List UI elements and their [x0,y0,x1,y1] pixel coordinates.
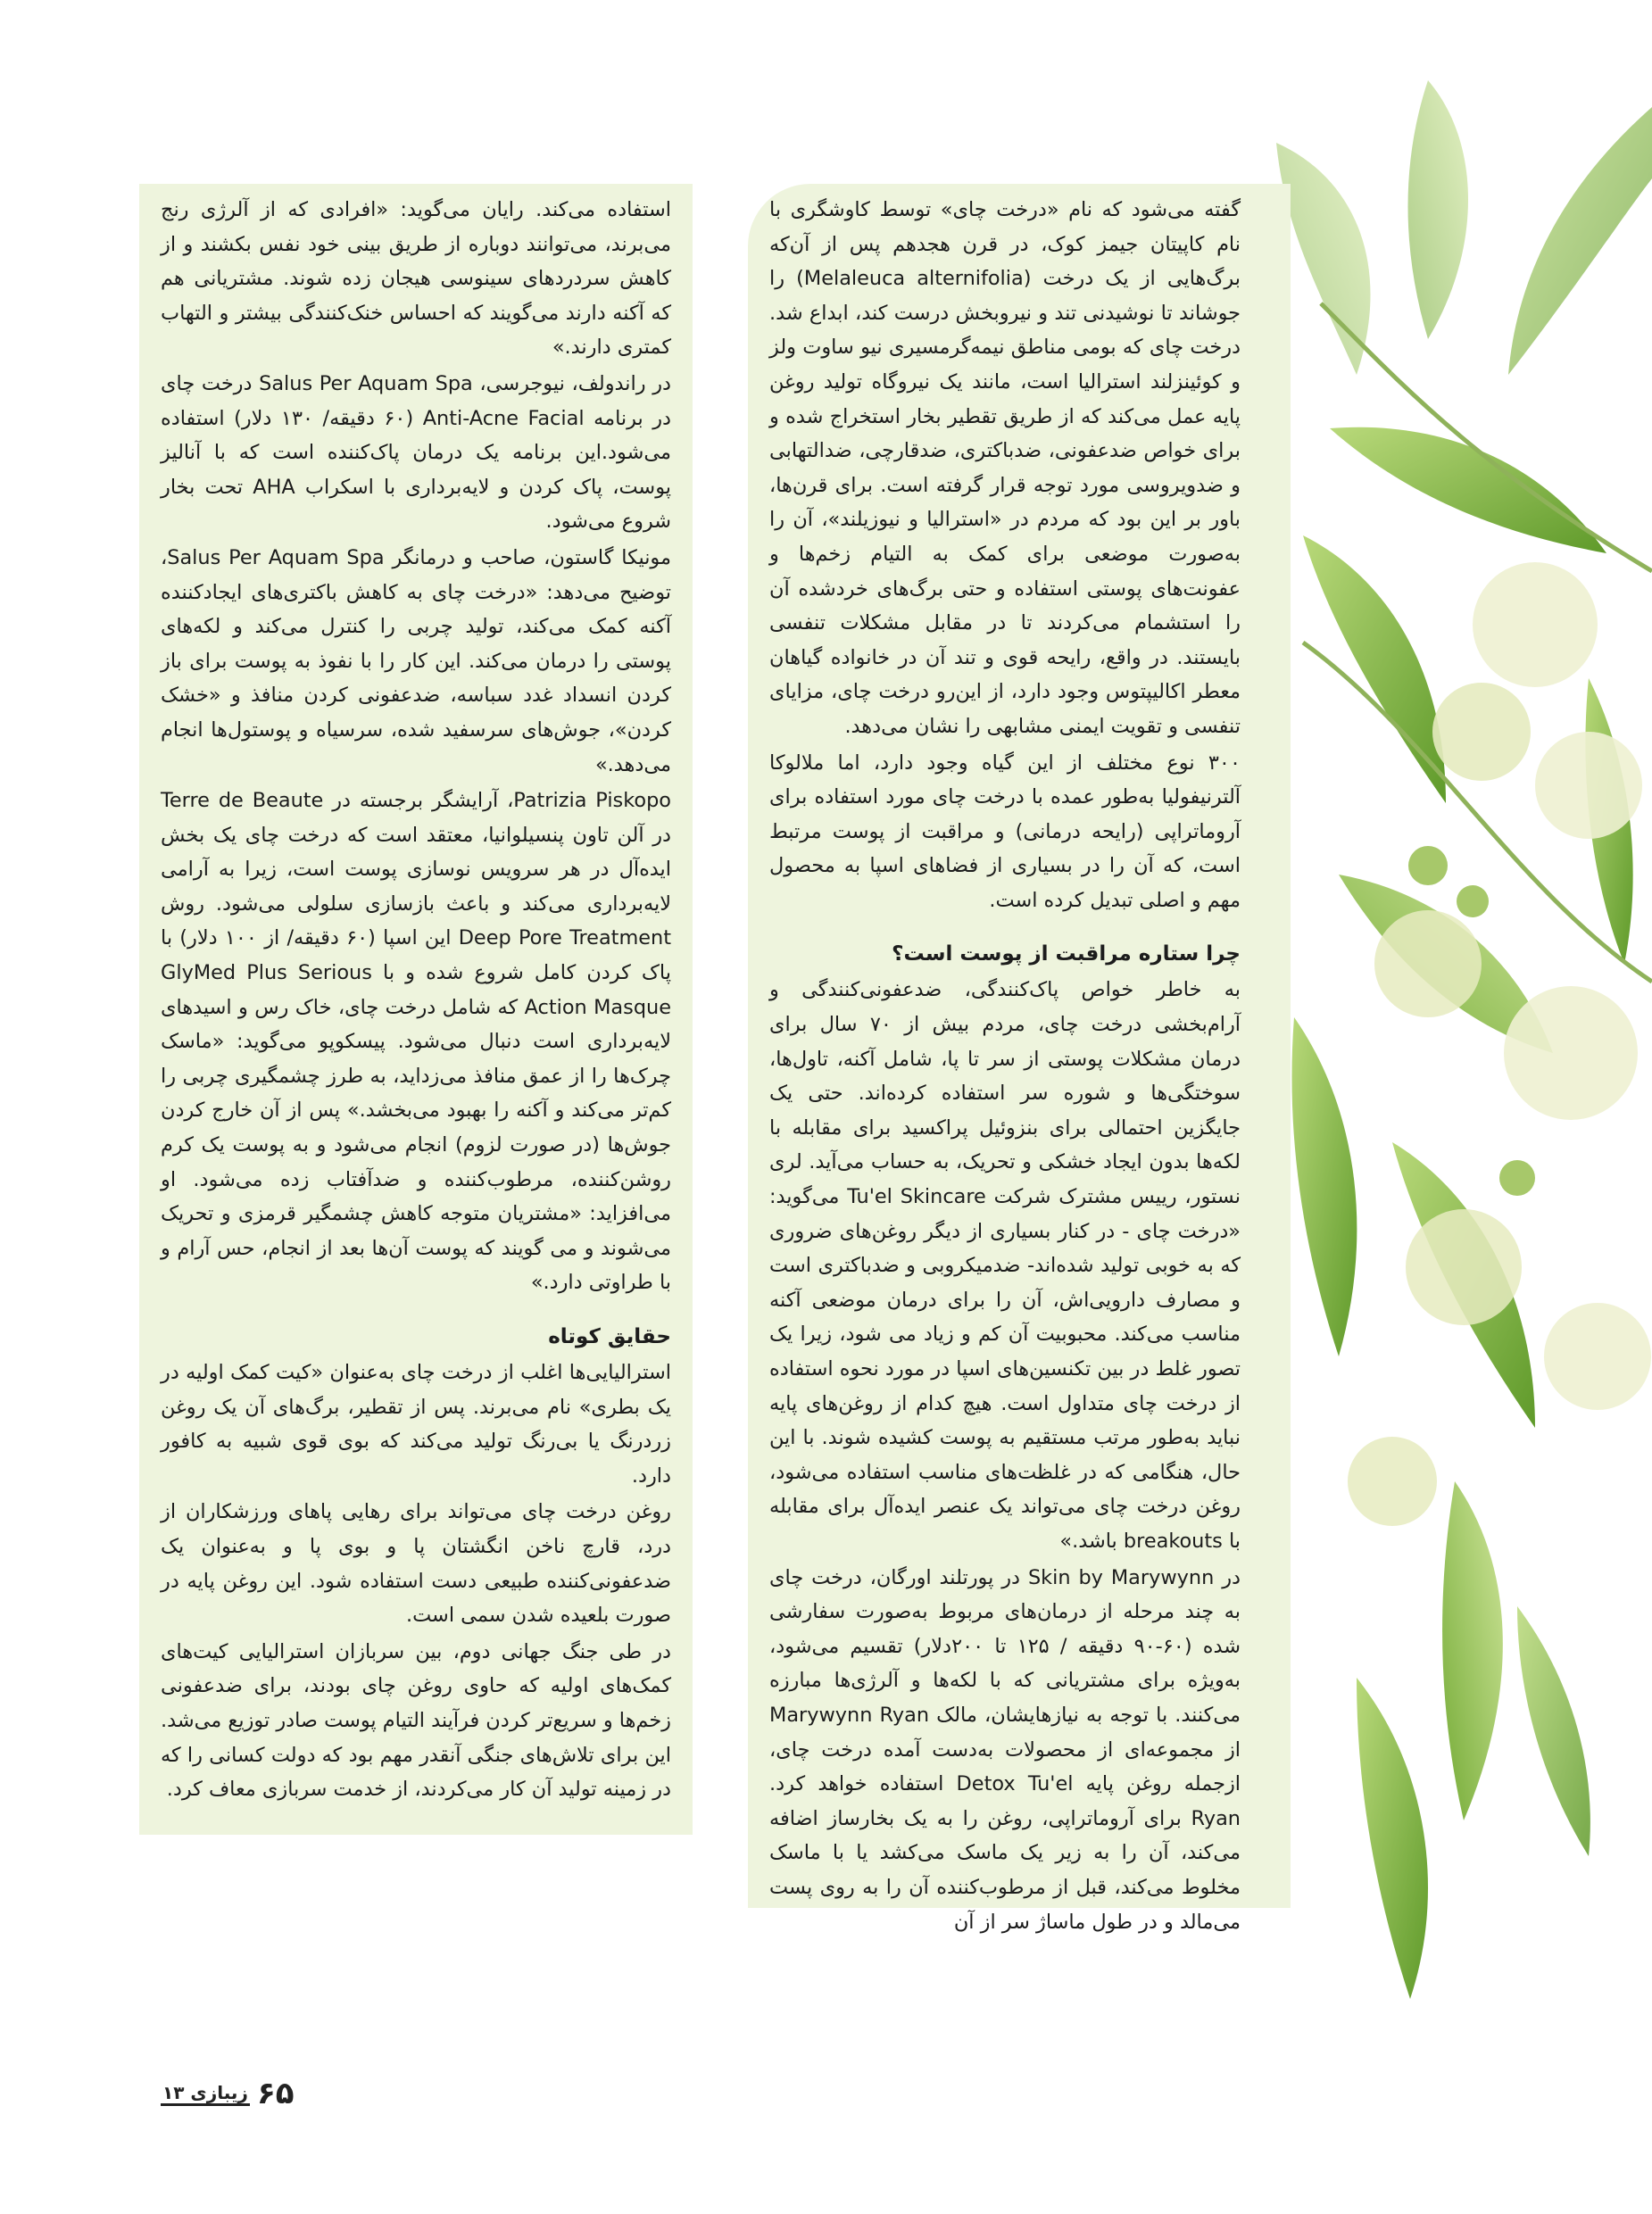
article-paragraph: به خاطر خواص پاک‌کنندگی، ضدعفونی‌کنندگی و آرام‌بخشی درخت چای، مردم بیش از ۷۰ سال برای درمان مشکلات پوستی از سر تا پا، شامل آکنه، تاول‌ها، سوختگی‌ها و شوره سر استفاده کرده‌اند. حتی یک جایگزین احتمالی برای بنزوئیل پراکسید برای مقابله با لکه‌ها بدون ایجاد خشکی و تحریک، به حساب می‌آید. لری نستور، رییس مشترک شرکت Tu'el Skincare می‌گوید: «درخت چای - در کنار بسیاری از دیگر روغن‌های ضروری که به خوبی تولید شده‌اند- ضدمیکروبی و ضدباکتری است و مصارف دارویی‌اش، آن را برای درمان موضعی آکنه مناسب می‌کند. محبوبیت آن کم و زیاد می شود، زیرا یک تصور غلط در بین تکنسین‌های اسپا در مورد نحوه استفاده از درخت چای متداول است. هیچ کدام از روغن‌های پایه نباید به‌طور مرتب مستقیم به پوست کشیده شوند. با این حال، هنگامی که در غلظت‌های مناسب استفاده می‌شود، روغن درخت چای می‌تواند یک عنصر ایده‌آل برای مقابله با breakouts باشد.» [769,978,1241,1553]
page-number: ۶۵ [256,2076,295,2111]
fact-paragraph: استرالیایی‌ها اغلب از درخت چای به‌عنوان «کیت کمک اولیه در یک بطری» نام می‌برند. پس از تقطیر، برگ‌های آن یک روغن زردرنگ یا بی‌رنگ تولید می‌کند که بوی قوی شبیه به کافور دارد. [161,1361,671,1488]
article-paragraph: Patrizia Piskopo، آرایشگر برجسته در Terre de Beaute در آلن تاون پنسیلوانیا، معتقد است که درخت چای یک بخش ایده‌آل در هر سرویس نوسازی پوست است، زیرا به آرامی لایه‌برداری می‌کند و باعث بازسازی سلولی می‌شود. روش Deep Pore Treatment این اسپا (۶۰ دقیقه/ از ۱۰۰ دلار) با پاک کردن کامل شروع شده و با GlyMed Plus Serious Action Masque که شامل درخت چای، خاک رس و اسیدهای لایه‌برداری است دنبال می‌شود. پیسکوپو می‌گوید: «ماسک چرک‌ها را از عمق منافذ می‌زداید، به طرز چشمگیری چربی را کم‌تر می‌کند و آکنه را بهبود می‌بخشد.» پس از آن خارج کردن جوش‌ها (در صورت لزوم) انجام می‌شود و به پوست یک کرم روشن‌کننده، مرطوب‌کننده و ضدآفتاب زده می‌شود. او می‌افزاید: «مشتریان متوجه کاهش چشمگیر قرمزی و تحریک می‌شوند و می گویند که پوست آن‌ها بعد از انجام، حس آرام و با طراوتی دارد.» [161,789,672,1295]
article-paragraph: مونیکا گاستون، صاحب و درمانگر Salus Per Aquam Spa، توضیح می‌دهد: «درخت چای به کاهش باکتری‌های ایجادکننده آکنه کمک می‌کند، تولید چربی را کنترل می‌کند و لکه‌های پوستی را درمان می‌کند. این کار را با نفوذ به پوست برای باز کردن انسداد غدد سباسه، ضدعفونی کردن منافذ و «خشک کردن»، جوش‌های سرسفید شده، سرسیاه و پوستول‌ها انجام می‌دهد.» [161,545,671,776]
fact-paragraph: روغن درخت چای می‌تواند برای رهایی پاهای ورزشکاران از درد، قارچ ناخن انگشتان پا و بوی پا و به‌عنوان یک ضدعفونی‌کننده طبیعی دست استفاده شود. این روغن پایه در صورت بلعیده شدن سمی است. [161,1500,671,1628]
article-paragraph: استفاده می‌کند. رایان می‌گوید: «افرادی که از آلرژی رنج می‌برند، می‌توانند دوباره از طریق بینی خود نفس بکشند و از کاهش سردردهای سینوسی هیجان زده شوند. مشتریانی هم که آکنه دارند می‌گویند که احساس خنک‌کنندگی بیشتر و التهاب کمتری دارند.» [161,198,671,360]
article-column-left [139,184,693,1835]
page-folio [161,2076,294,2111]
article-paragraph: در Skin by Marywynn در پورتلند اورگان، درخت چای به چند مرحله از درمان‌های مربوط به‌صورت سفارشی شده (۶۰-۹۰ دقیقه / ۱۲۵ تا ۲۰۰دلار) تقسیم می‌شود، به‌ویژه برای مشتریانی که با لکه‌ها و آلرژی‌ها مبارزه می‌کنند. با توجه به نیازهایشان، مالک Marywynn Ryan از مجموعه‌ای از محصولات به‌دست آمده درخت چای، ازجمله روغن پایه Detox Tu'el استفاده خواهد کرد. Ryan برای آروماتراپی، روغن را به یک بخارساز اضافه می‌کند، آن را به زیر یک ماسک می‌کشد یا با ماسک مخلوط می‌کند، قبل از مرطوب‌کننده آن را به روی پست می‌مالد و در طول ماساژ سر از آن [769,1565,1241,1934]
article-paragraph: گفته می‌شود که نام «درخت چای» توسط کاوشگری با نام کاپیتان جیمز کوک، در قرن هجدهم پس از آن‌که برگ‌هایی از یک درخت (Melaleuca alternifolia) را جوشاند تا نوشیدنی تند و نیروبخش درست کند، ابداع شد. درخت چای که بومی مناطق نیمه‌گرمسیری نیو ساوت ولز و کوئینزلند استرالیا است، مانند یک نیروگاه تولید روغن پایه عمل می‌کند که از طریق تقطیر بخار استخراج شده و برای خواص ضدعفونی، ضدباکتری، ضدقارچی، ضدالتهابی و ضدویروسی مورد توجه قرار گرفته است. برای قرن‌ها، باور بر این بود که مردم در «استرالیا و نیوزیلند»، آن را به‌صورت موضعی برای کمک به التیام زخم‌ها و عفونت‌های پوستی استفاده و حتی برگ‌های خردشده آن را استشمام می‌کردند تا در مقابل مشکلات تنفسی بایستند. در واقع، رایحه قوی و تند آن در خانواده گیاهان معطر اکالیپتوس وجود دارد، از این‌رو درخت چای، مزایای تنفسی و تقویت ایمنی مشابهی را نشان می‌دهد. [769,198,1241,738]
section-heading: حقایق کوتاه [548,1325,671,1348]
article-paragraph: در راندولف، نیوجرسی، Salus Per Aquam Spa درخت چای در برنامه Anti-Acne Facial (۶۰ دقیقه/ ۱۳۰ دلار) استفاده می‌شود.این برنامه یک درمان پاک‌کننده است که با آنالیز پوست، پاک کردن و لایه‌برداری با اسکراب AHA تحت بخار شروع می‌شود. [161,371,672,534]
article-paragraph: ۳۰۰ نوع مختلف از این گیاه وجود دارد، اما ملالوکا آلترنیفولیا به‌طور عمده با درخت چای مورد استفاده برای آروماتراپی (رایحه درمانی) و مراقبت از پوست مرتبط است، که آن را در بسیاری از فضاهای اسپا به محصول مهم و اصلی تبدیل کرده است. [769,750,1241,912]
magazine-name: زیبازی ۱۳ [161,2082,250,2106]
section-heading: چرا ستاره مراقبت از پوست است؟ [892,942,1241,966]
fact-paragraph: در طی جنگ جهانی دوم، بین سربازان استرالیایی کیت‌های کمک‌های اولیه که حاوی روغن چای بودند، برای ضدعفونی زخم‌ها و سریع‌تر کردن فرآیند التیام پوست صادر توزیع می‌شد. این برای تلاش‌های جنگی آنقدر مهم بود که دولت کسانی را که در زمینه تولید آن کار می‌کردند، از خدمت سربازی معاف کرد. [161,1639,671,1802]
article-column-right [748,184,1291,1934]
